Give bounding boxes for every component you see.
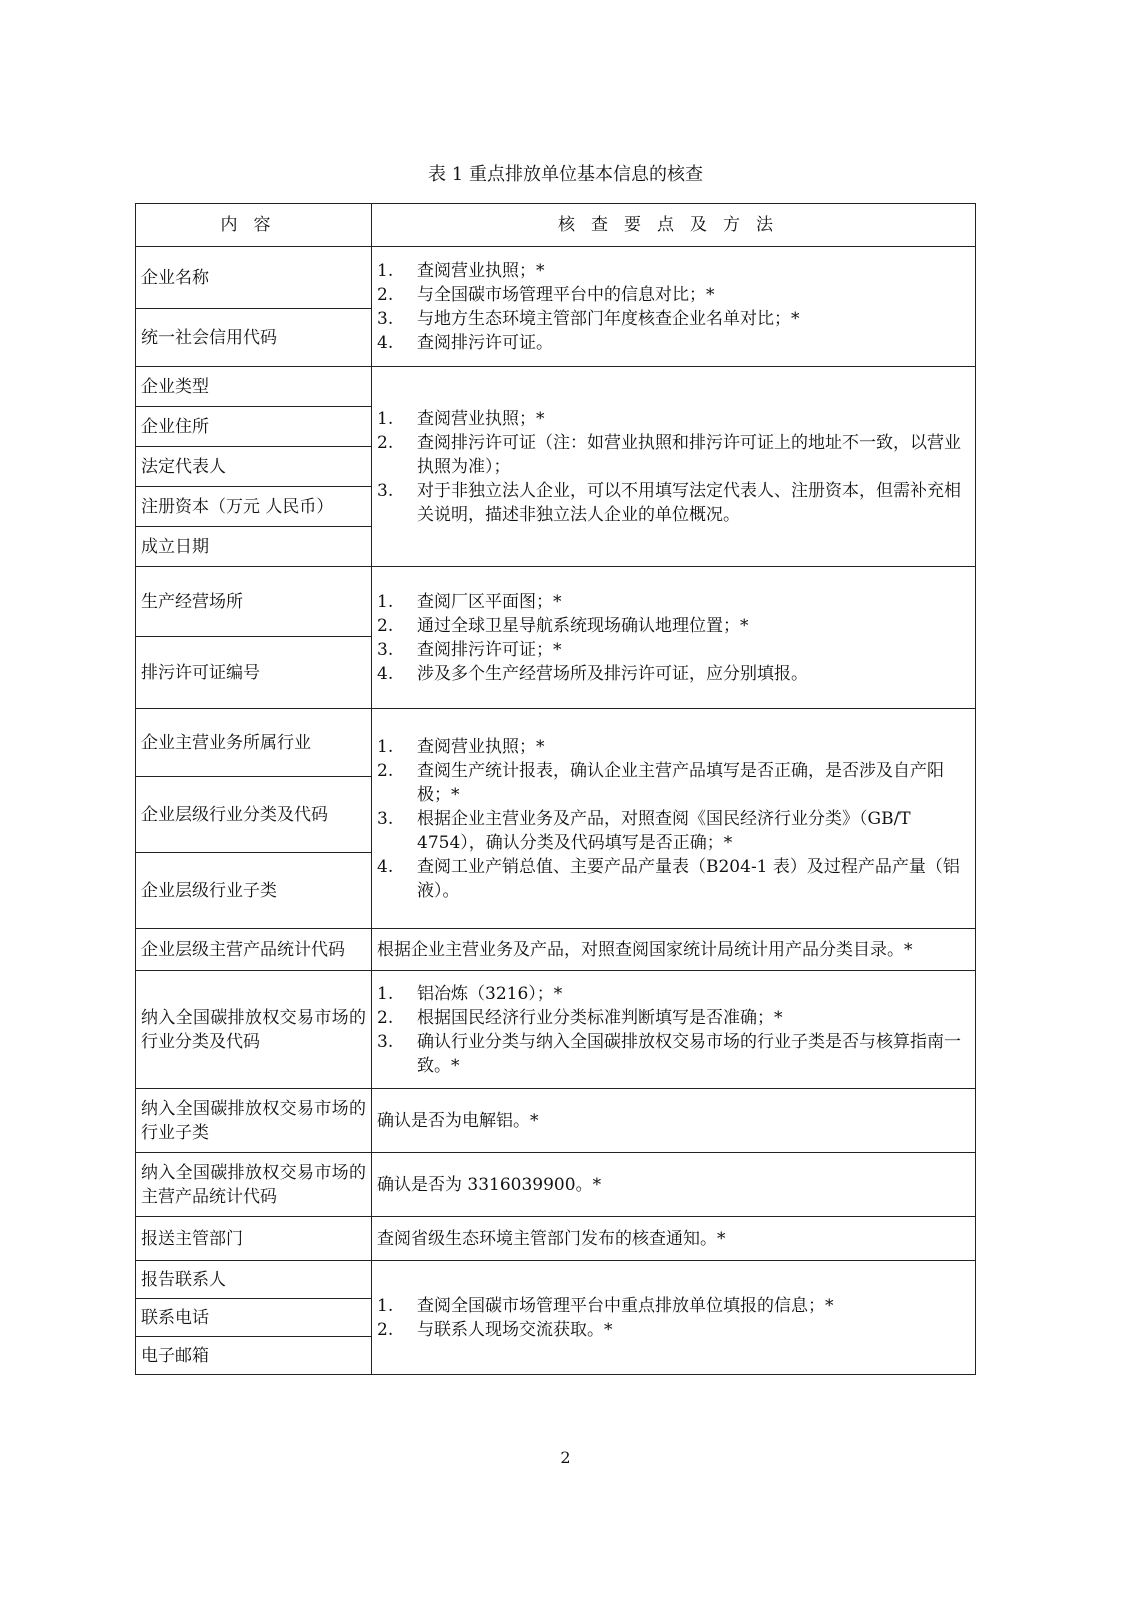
method-item <box>377 331 970 355</box>
method-item <box>377 1294 970 1318</box>
method-item <box>377 662 970 686</box>
item-label: 报送主管部门 <box>136 1217 372 1261</box>
header-method: 核查要点及方法 <box>372 204 976 247</box>
method-cell <box>372 247 976 367</box>
method-text: 查阅全国碳市场管理平台中重点排放单位填报的信息；* <box>417 1295 834 1316</box>
item-label: 纳入全国碳排放权交易市场的主营产品统计代码 <box>136 1153 372 1217</box>
item-label: 企业层级行业分类及代码 <box>136 777 372 853</box>
method-number: 1. <box>377 736 394 757</box>
method-list <box>377 407 970 527</box>
table-body <box>136 247 976 1375</box>
method-cell: 确认是否为电解铝。* <box>372 1089 976 1153</box>
method-text: 铝冶炼（3216）；* <box>417 983 563 1004</box>
method-item <box>377 307 970 331</box>
method-number: 4. <box>377 332 394 353</box>
method-text: 根据企业主营业务及产品，对照查阅《国民经济行业分类》（GB/T 4754），确认分类及代码填写是否正确；* <box>417 808 911 853</box>
item-label: 报告联系人 <box>136 1261 372 1299</box>
item-label: 法定代表人 <box>136 447 372 487</box>
header-content: 内容 <box>136 204 372 247</box>
table-row <box>136 929 976 971</box>
method-text: 查阅排污许可证；* <box>417 639 562 660</box>
method-item <box>377 1318 970 1342</box>
method-cell: 根据企业主营业务及产品，对照查阅国家统计局统计用产品分类目录。* <box>372 929 976 971</box>
method-text: 查阅排污许可证（注：如营业执照和排污许可证上的地址不一致，以营业执照为准）； <box>417 432 961 477</box>
method-item <box>377 407 970 431</box>
method-text: 与地方生态环境主管部门年度核查企业名单对比；* <box>417 308 800 329</box>
item-label: 企业层级主营产品统计代码 <box>136 929 372 971</box>
table-caption: 表 1 重点排放单位基本信息的核查 <box>428 164 703 185</box>
method-item <box>377 1030 970 1078</box>
table-row <box>136 567 976 637</box>
method-text: 查阅生产统计报表，确认企业主营产品填写是否正确，是否涉及自产阳极；* <box>417 760 944 805</box>
method-number: 1. <box>377 1295 394 1316</box>
method-number: 2. <box>377 1319 394 1340</box>
method-item <box>377 283 970 307</box>
method-item <box>377 759 970 807</box>
method-text: 涉及多个生产经营场所及排污许可证，应分别填报。 <box>417 663 808 684</box>
method-number: 4. <box>377 663 394 684</box>
method-text: 查阅排污许可证。 <box>417 332 553 353</box>
method-text: 通过全球卫星导航系统现场确认地理位置；* <box>417 615 749 636</box>
method-item <box>377 855 970 903</box>
item-label: 排污许可证编号 <box>136 637 372 709</box>
method-cell <box>372 971 976 1089</box>
item-label: 纳入全国碳排放权交易市场的行业子类 <box>136 1089 372 1153</box>
method-number: 3. <box>377 808 394 829</box>
table-row <box>136 1261 976 1299</box>
item-label: 企业类型 <box>136 367 372 407</box>
item-label: 电子邮箱 <box>136 1337 372 1375</box>
method-cell <box>372 367 976 567</box>
method-text: 查阅厂区平面图；* <box>417 591 562 612</box>
method-item <box>377 735 970 759</box>
method-text: 确认行业分类与纳入全国碳排放权交易市场的行业子类是否与核算指南一致。* <box>417 1031 961 1076</box>
table-row <box>136 1153 976 1217</box>
method-number: 1. <box>377 983 394 1004</box>
method-list <box>377 590 970 686</box>
table-row <box>136 247 976 309</box>
method-item <box>377 259 970 283</box>
item-label: 生产经营场所 <box>136 567 372 637</box>
item-label: 纳入全国碳排放权交易市场的行业分类及代码 <box>136 971 372 1089</box>
method-text: 根据国民经济行业分类标准判断填写是否准确；* <box>417 1007 783 1028</box>
method-number: 1. <box>377 408 394 429</box>
method-item <box>377 479 970 527</box>
method-item <box>377 614 970 638</box>
item-label: 联系电话 <box>136 1299 372 1337</box>
method-text: 查阅营业执照；* <box>417 260 545 281</box>
method-cell: 查阅省级生态环境主管部门发布的核查通知。* <box>372 1217 976 1261</box>
method-number: 3. <box>377 1031 394 1052</box>
table-row <box>136 709 976 777</box>
method-list <box>377 1294 970 1342</box>
method-list <box>377 982 970 1078</box>
item-label: 成立日期 <box>136 527 372 567</box>
item-label: 企业名称 <box>136 247 372 309</box>
method-text: 与联系人现场交流获取。* <box>417 1319 613 1340</box>
method-number: 3. <box>377 639 394 660</box>
method-text: 查阅营业执照；* <box>417 736 545 757</box>
method-number: 2. <box>377 615 394 636</box>
method-text: 查阅营业执照；* <box>417 408 545 429</box>
method-number: 3. <box>377 480 394 501</box>
table-row <box>136 367 976 407</box>
table-row <box>136 971 976 1089</box>
item-label: 企业层级行业子类 <box>136 853 372 929</box>
method-item <box>377 590 970 614</box>
method-number: 1. <box>377 260 394 281</box>
item-label: 注册资本（万元 人民币） <box>136 487 372 527</box>
method-item <box>377 807 970 855</box>
method-item <box>377 638 970 662</box>
method-text: 与全国碳市场管理平台中的信息对比；* <box>417 284 715 305</box>
method-number: 2. <box>377 1007 394 1028</box>
method-list <box>377 735 970 903</box>
item-label: 统一社会信用代码 <box>136 309 372 367</box>
method-number: 2. <box>377 760 394 781</box>
method-text: 对于非独立法人企业，可以不用填写法定代表人、注册资本，但需补充相关说明，描述非独立法人企业的单位概况。 <box>417 480 961 525</box>
method-item <box>377 431 970 479</box>
method-item <box>377 1006 970 1030</box>
table-row <box>136 1217 976 1261</box>
item-label: 企业主营业务所属行业 <box>136 709 372 777</box>
table-header-row <box>136 204 976 247</box>
table-row <box>136 1089 976 1153</box>
method-item <box>377 982 970 1006</box>
method-number: 3. <box>377 308 394 329</box>
method-number: 1. <box>377 591 394 612</box>
method-number: 4. <box>377 856 394 877</box>
method-cell <box>372 709 976 929</box>
method-list <box>377 259 970 355</box>
method-cell <box>372 1261 976 1375</box>
method-text: 查阅工业产销总值、主要产品产量表（B204-1 表）及过程产品产量（铝液）。 <box>417 856 960 901</box>
method-cell: 确认是否为 3316039900。* <box>372 1153 976 1217</box>
verification-table <box>135 203 976 1375</box>
method-number: 2. <box>377 432 394 453</box>
page-number: 2 <box>560 1448 571 1467</box>
item-label: 企业住所 <box>136 407 372 447</box>
method-cell <box>372 567 976 709</box>
method-number: 2. <box>377 284 394 305</box>
